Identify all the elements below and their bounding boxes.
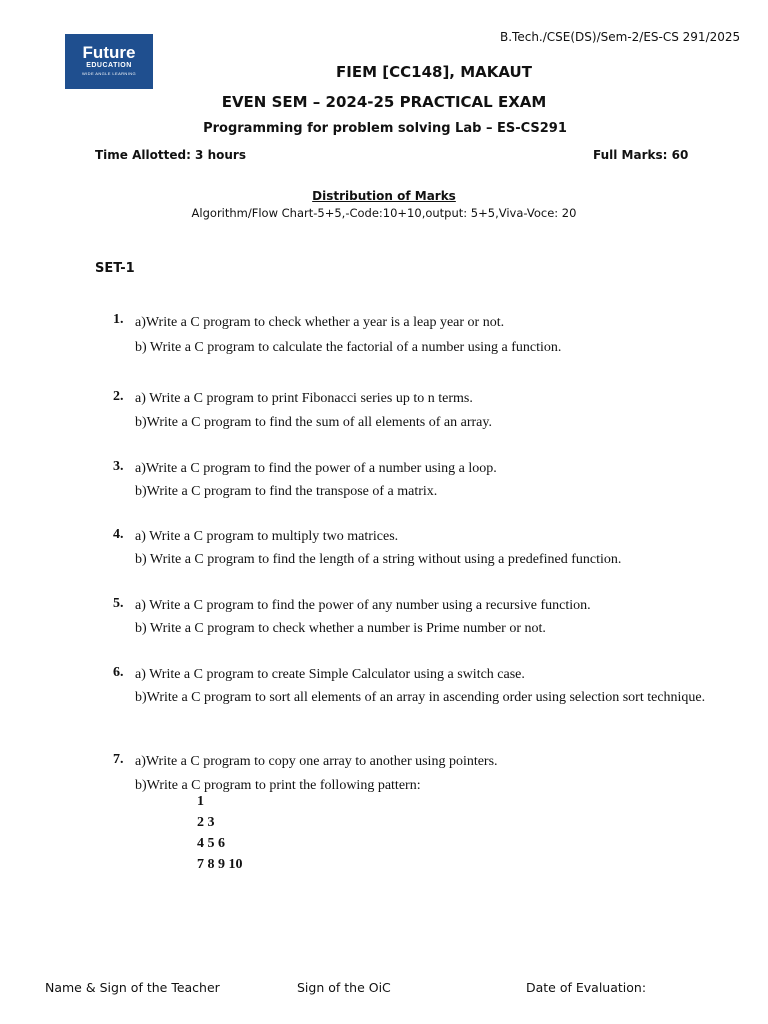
question-part-b: b)Write a C program to find the sum of all elements of an array. bbox=[135, 415, 492, 430]
exam-title: EVEN SEM – 2024-25 PRACTICAL EXAM bbox=[221, 93, 547, 111]
full-marks: Full Marks: 60 bbox=[593, 148, 689, 162]
question-part-b: b) Write a C program to find the length of a string without using a predefined function. bbox=[135, 552, 622, 567]
question-number: 2. bbox=[113, 389, 124, 404]
time-allotted: Time Allotted: 3 hours bbox=[95, 148, 246, 162]
question-part-a: a)Write a C program to copy one array to another using pointers. bbox=[135, 754, 498, 769]
question-number: 4. bbox=[113, 527, 124, 542]
question-part-a: a) Write a C program to print Fibonacci series up to n terms. bbox=[135, 391, 473, 406]
logo-text-education: EDUCATION bbox=[86, 62, 132, 69]
set-label: SET-1 bbox=[95, 261, 135, 276]
subject-title bbox=[0, 121, 768, 136]
question-part-a: a)Write a C program to check whether a year is a leap year or not. bbox=[135, 315, 505, 330]
question-number: 5. bbox=[113, 596, 124, 611]
pattern-line: 4 5 6 bbox=[197, 836, 225, 851]
teacher-signature-label: Name & Sign of the Teacher bbox=[45, 980, 220, 995]
evaluation-date-label: Date of Evaluation: bbox=[526, 980, 647, 995]
question-part-b: b)Write a C program to print the following pattern: bbox=[135, 778, 421, 793]
institute-title-text: FIEM [CC148], MAKAUT bbox=[336, 63, 532, 81]
course-code: B.Tech./CSE(DS)/Sem-2/ES-CS 291/2025 bbox=[500, 30, 741, 44]
question-part-a: a) Write a C program to create Simple Calculator using a switch case. bbox=[135, 667, 525, 682]
question-part-b: b) Write a C program to check whether a number is Prime number or not. bbox=[135, 621, 546, 636]
oic-signature-label: Sign of the OiC bbox=[297, 980, 391, 995]
distribution-heading: Distribution of Marks bbox=[312, 189, 456, 203]
question-part-b: b) Write a C program to calculate the factorial of a number using a function. bbox=[135, 340, 562, 355]
question-part-a: a) Write a C program to find the power of any number using a recursive function. bbox=[135, 598, 591, 613]
subject-title-text: Programming for problem solving Lab – ES-CS291 bbox=[203, 121, 567, 136]
question-number: 7. bbox=[113, 752, 124, 767]
question-number: 3. bbox=[113, 459, 124, 474]
pattern-line: 1 bbox=[197, 794, 204, 809]
institute-title bbox=[0, 63, 768, 81]
question-part-b: b)Write a C program to find the transpose of a matrix. bbox=[135, 484, 438, 499]
pattern-line: 7 8 9 10 bbox=[197, 857, 243, 872]
logo-text-future: Future bbox=[82, 43, 136, 62]
question-number: 1. bbox=[113, 312, 124, 327]
distribution-text: Algorithm/Flow Chart-5+5,-Code:10+10,output: 5+5,Viva-Voce: 20 bbox=[191, 206, 577, 220]
question-part-b: b)Write a C program to sort all elements of an array in ascending order using selection sort technique. bbox=[135, 690, 706, 705]
logo-text-tagline: WIDE ANGLE LEARNING bbox=[81, 71, 137, 76]
pattern-line: 2 3 bbox=[197, 815, 215, 830]
question-number: 6. bbox=[113, 665, 124, 680]
question-part-a: a)Write a C program to find the power of a number using a loop. bbox=[135, 461, 497, 476]
question-part-a: a) Write a C program to multiply two matrices. bbox=[135, 529, 399, 544]
